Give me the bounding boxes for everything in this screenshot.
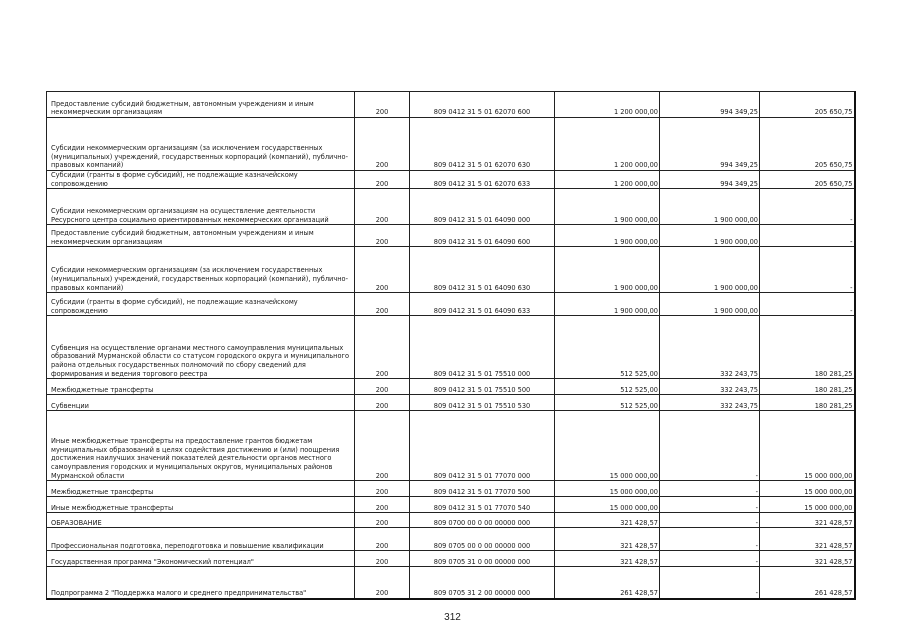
cell-remaining: - (760, 225, 855, 247)
cell-line-code: 200 (355, 528, 410, 551)
cell-remaining: - (760, 189, 855, 225)
table-row (47, 171, 855, 189)
cell-approved: 512 525,00 (555, 316, 660, 379)
table-row (47, 293, 855, 316)
cell-name: Субсидии (гранты в форме субсидий), не подлежащие казначейскому сопровождению (47, 293, 355, 316)
cell-budget-classifier: 809 0412 31 5 01 75510 000 (410, 316, 555, 379)
table-row (47, 379, 855, 395)
cell-name: Субсидии некоммерческим организациям на осуществление деятельности Ресурсного центра социально ориентированных некоммерческих организаций (47, 189, 355, 225)
cell-approved: 1 900 000,00 (555, 225, 660, 247)
table-row (47, 92, 855, 118)
cell-executed: 332 243,75 (660, 395, 760, 411)
cell-line-code: 200 (355, 247, 410, 293)
cell-budget-classifier: 809 0412 31 5 01 64090 630 (410, 247, 555, 293)
cell-line-code: 200 (355, 481, 410, 497)
cell-remaining: 205 650,75 (760, 171, 855, 189)
table-row (47, 513, 855, 528)
cell-name: Субвенция на осуществление органами местного самоуправления муниципальных образований Мурманской области со статусом городского округа и муниципального района отдельных государственных полномочий по сбору сведений для формирования и ведения торгового реестра (47, 316, 355, 379)
cell-executed: 1 900 000,00 (660, 225, 760, 247)
table-row (47, 497, 855, 513)
cell-remaining: - (760, 247, 855, 293)
cell-remaining: 180 281,25 (760, 316, 855, 379)
cell-name: Субсидии некоммерческим организациям (за исключением государственных (муниципальных) учреждений, государственных корпораций (компаний), публично-правовых компаний) (47, 118, 355, 171)
cell-budget-classifier: 809 0412 31 5 01 77070 540 (410, 497, 555, 513)
cell-line-code: 200 (355, 411, 410, 481)
cell-remaining: 321 428,57 (760, 513, 855, 528)
table-row (47, 247, 855, 293)
cell-executed: 994 349,25 (660, 171, 760, 189)
cell-executed: 994 349,25 (660, 118, 760, 171)
table-row (47, 225, 855, 247)
cell-line-code: 200 (355, 567, 410, 599)
cell-budget-classifier: 809 0412 31 5 01 64090 000 (410, 189, 555, 225)
cell-line-code: 200 (355, 379, 410, 395)
cell-approved: 321 428,57 (555, 528, 660, 551)
cell-name: Субсидии (гранты в форме субсидий), не подлежащие казначейскому сопровождению (47, 171, 355, 189)
cell-budget-classifier: 809 0705 31 0 00 00000 000 (410, 551, 555, 567)
cell-remaining: 180 281,25 (760, 395, 855, 411)
cell-budget-classifier: 809 0412 31 5 01 62070 630 (410, 118, 555, 171)
cell-executed: 1 900 000,00 (660, 189, 760, 225)
table-row (47, 551, 855, 567)
cell-line-code: 200 (355, 395, 410, 411)
cell-name: Профессиональная подготовка, переподготовка и повышение квалификации (47, 528, 355, 551)
cell-name: Иные межбюджетные трансферты (47, 497, 355, 513)
cell-line-code: 200 (355, 189, 410, 225)
cell-approved: 1 200 000,00 (555, 118, 660, 171)
cell-budget-classifier: 809 0700 00 0 00 00000 000 (410, 513, 555, 528)
table-row (47, 528, 855, 551)
cell-name: ОБРАЗОВАНИЕ (47, 513, 355, 528)
cell-executed: - (660, 411, 760, 481)
cell-line-code: 200 (355, 293, 410, 316)
page-number: 312 (444, 612, 461, 623)
cell-remaining: 321 428,57 (760, 551, 855, 567)
cell-executed: 332 243,75 (660, 379, 760, 395)
cell-remaining: 15 000 000,00 (760, 481, 855, 497)
cell-approved: 1 900 000,00 (555, 189, 660, 225)
cell-approved: 15 000 000,00 (555, 411, 660, 481)
cell-line-code: 200 (355, 497, 410, 513)
cell-budget-classifier: 809 0412 31 5 01 77070 500 (410, 481, 555, 497)
cell-line-code: 200 (355, 316, 410, 379)
cell-approved: 15 000 000,00 (555, 481, 660, 497)
cell-approved: 261 428,57 (555, 567, 660, 599)
cell-executed: 1 900 000,00 (660, 247, 760, 293)
cell-approved: 1 900 000,00 (555, 293, 660, 316)
cell-name: Иные межбюджетные трансферты на предоставление грантов бюджетам муниципальных образований в целях содействия достижению и (или) поощрения достижения наилучших значений показателей деятельности органов местного самоуправления городских и муниципальных округов, муниципальных районов Мурманской области (47, 411, 355, 481)
cell-remaining: 261 428,57 (760, 567, 855, 599)
cell-name: Государственная программа "Экономический потенциал" (47, 551, 355, 567)
cell-remaining: - (760, 293, 855, 316)
cell-budget-classifier: 809 0412 31 5 01 77070 000 (410, 411, 555, 481)
cell-budget-classifier: 809 0412 31 5 01 75510 530 (410, 395, 555, 411)
cell-remaining: 205 650,75 (760, 92, 855, 118)
cell-executed: 1 900 000,00 (660, 293, 760, 316)
cell-line-code: 200 (355, 225, 410, 247)
cell-remaining: 321 428,57 (760, 528, 855, 551)
cell-name: Предоставление субсидий бюджетным, автономным учреждениям и иным некоммерческим организациям (47, 92, 355, 118)
cell-budget-classifier: 809 0412 31 5 01 64090 633 (410, 293, 555, 316)
cell-executed: - (660, 551, 760, 567)
cell-line-code: 200 (355, 551, 410, 567)
cell-line-code: 200 (355, 513, 410, 528)
cell-name: Подпрограмма 2 "Поддержка малого и среднего предпринимательства" (47, 567, 355, 599)
cell-budget-classifier: 809 0412 31 5 01 64090 600 (410, 225, 555, 247)
cell-executed: - (660, 567, 760, 599)
cell-budget-classifier: 809 0705 00 0 00 00000 000 (410, 528, 555, 551)
table-body (47, 92, 855, 599)
cell-executed: - (660, 481, 760, 497)
cell-approved: 1 900 000,00 (555, 247, 660, 293)
cell-name: Субсидии некоммерческим организациям (за исключением государственных (муниципальных) учреждений, государственных корпораций (компаний), публично-правовых компаний) (47, 247, 355, 293)
table-row (47, 118, 855, 171)
cell-approved: 512 525,00 (555, 395, 660, 411)
cell-budget-classifier: 809 0412 31 5 01 75510 500 (410, 379, 555, 395)
table-row (47, 481, 855, 497)
cell-name: Межбюджетные трансферты (47, 481, 355, 497)
cell-approved: 1 200 000,00 (555, 171, 660, 189)
cell-remaining: 180 281,25 (760, 379, 855, 395)
cell-name: Субвенции (47, 395, 355, 411)
cell-line-code: 200 (355, 92, 410, 118)
table-row (47, 411, 855, 481)
cell-remaining: 205 650,75 (760, 118, 855, 171)
cell-budget-classifier: 809 0705 31 2 00 00000 000 (410, 567, 555, 599)
cell-line-code: 200 (355, 118, 410, 171)
cell-approved: 512 525,00 (555, 379, 660, 395)
cell-remaining: 15 000 000,00 (760, 497, 855, 513)
cell-executed: - (660, 528, 760, 551)
cell-budget-classifier: 809 0412 31 5 01 62070 633 (410, 171, 555, 189)
budget-execution-table (46, 91, 856, 600)
cell-name: Межбюджетные трансферты (47, 379, 355, 395)
cell-name: Предоставление субсидий бюджетным, автономным учреждениям и иным некоммерческим организациям (47, 225, 355, 247)
cell-approved: 321 428,57 (555, 513, 660, 528)
cell-executed: 332 243,75 (660, 316, 760, 379)
cell-executed: - (660, 513, 760, 528)
cell-approved: 321 428,57 (555, 551, 660, 567)
table-row (47, 395, 855, 411)
cell-line-code: 200 (355, 171, 410, 189)
table-row (47, 567, 855, 599)
table-row (47, 316, 855, 379)
table-row (47, 189, 855, 225)
cell-approved: 1 200 000,00 (555, 92, 660, 118)
cell-budget-classifier: 809 0412 31 5 01 62070 600 (410, 92, 555, 118)
cell-approved: 15 000 000,00 (555, 497, 660, 513)
cell-executed: - (660, 497, 760, 513)
cell-remaining: 15 000 000,00 (760, 411, 855, 481)
cell-executed: 994 349,25 (660, 92, 760, 118)
